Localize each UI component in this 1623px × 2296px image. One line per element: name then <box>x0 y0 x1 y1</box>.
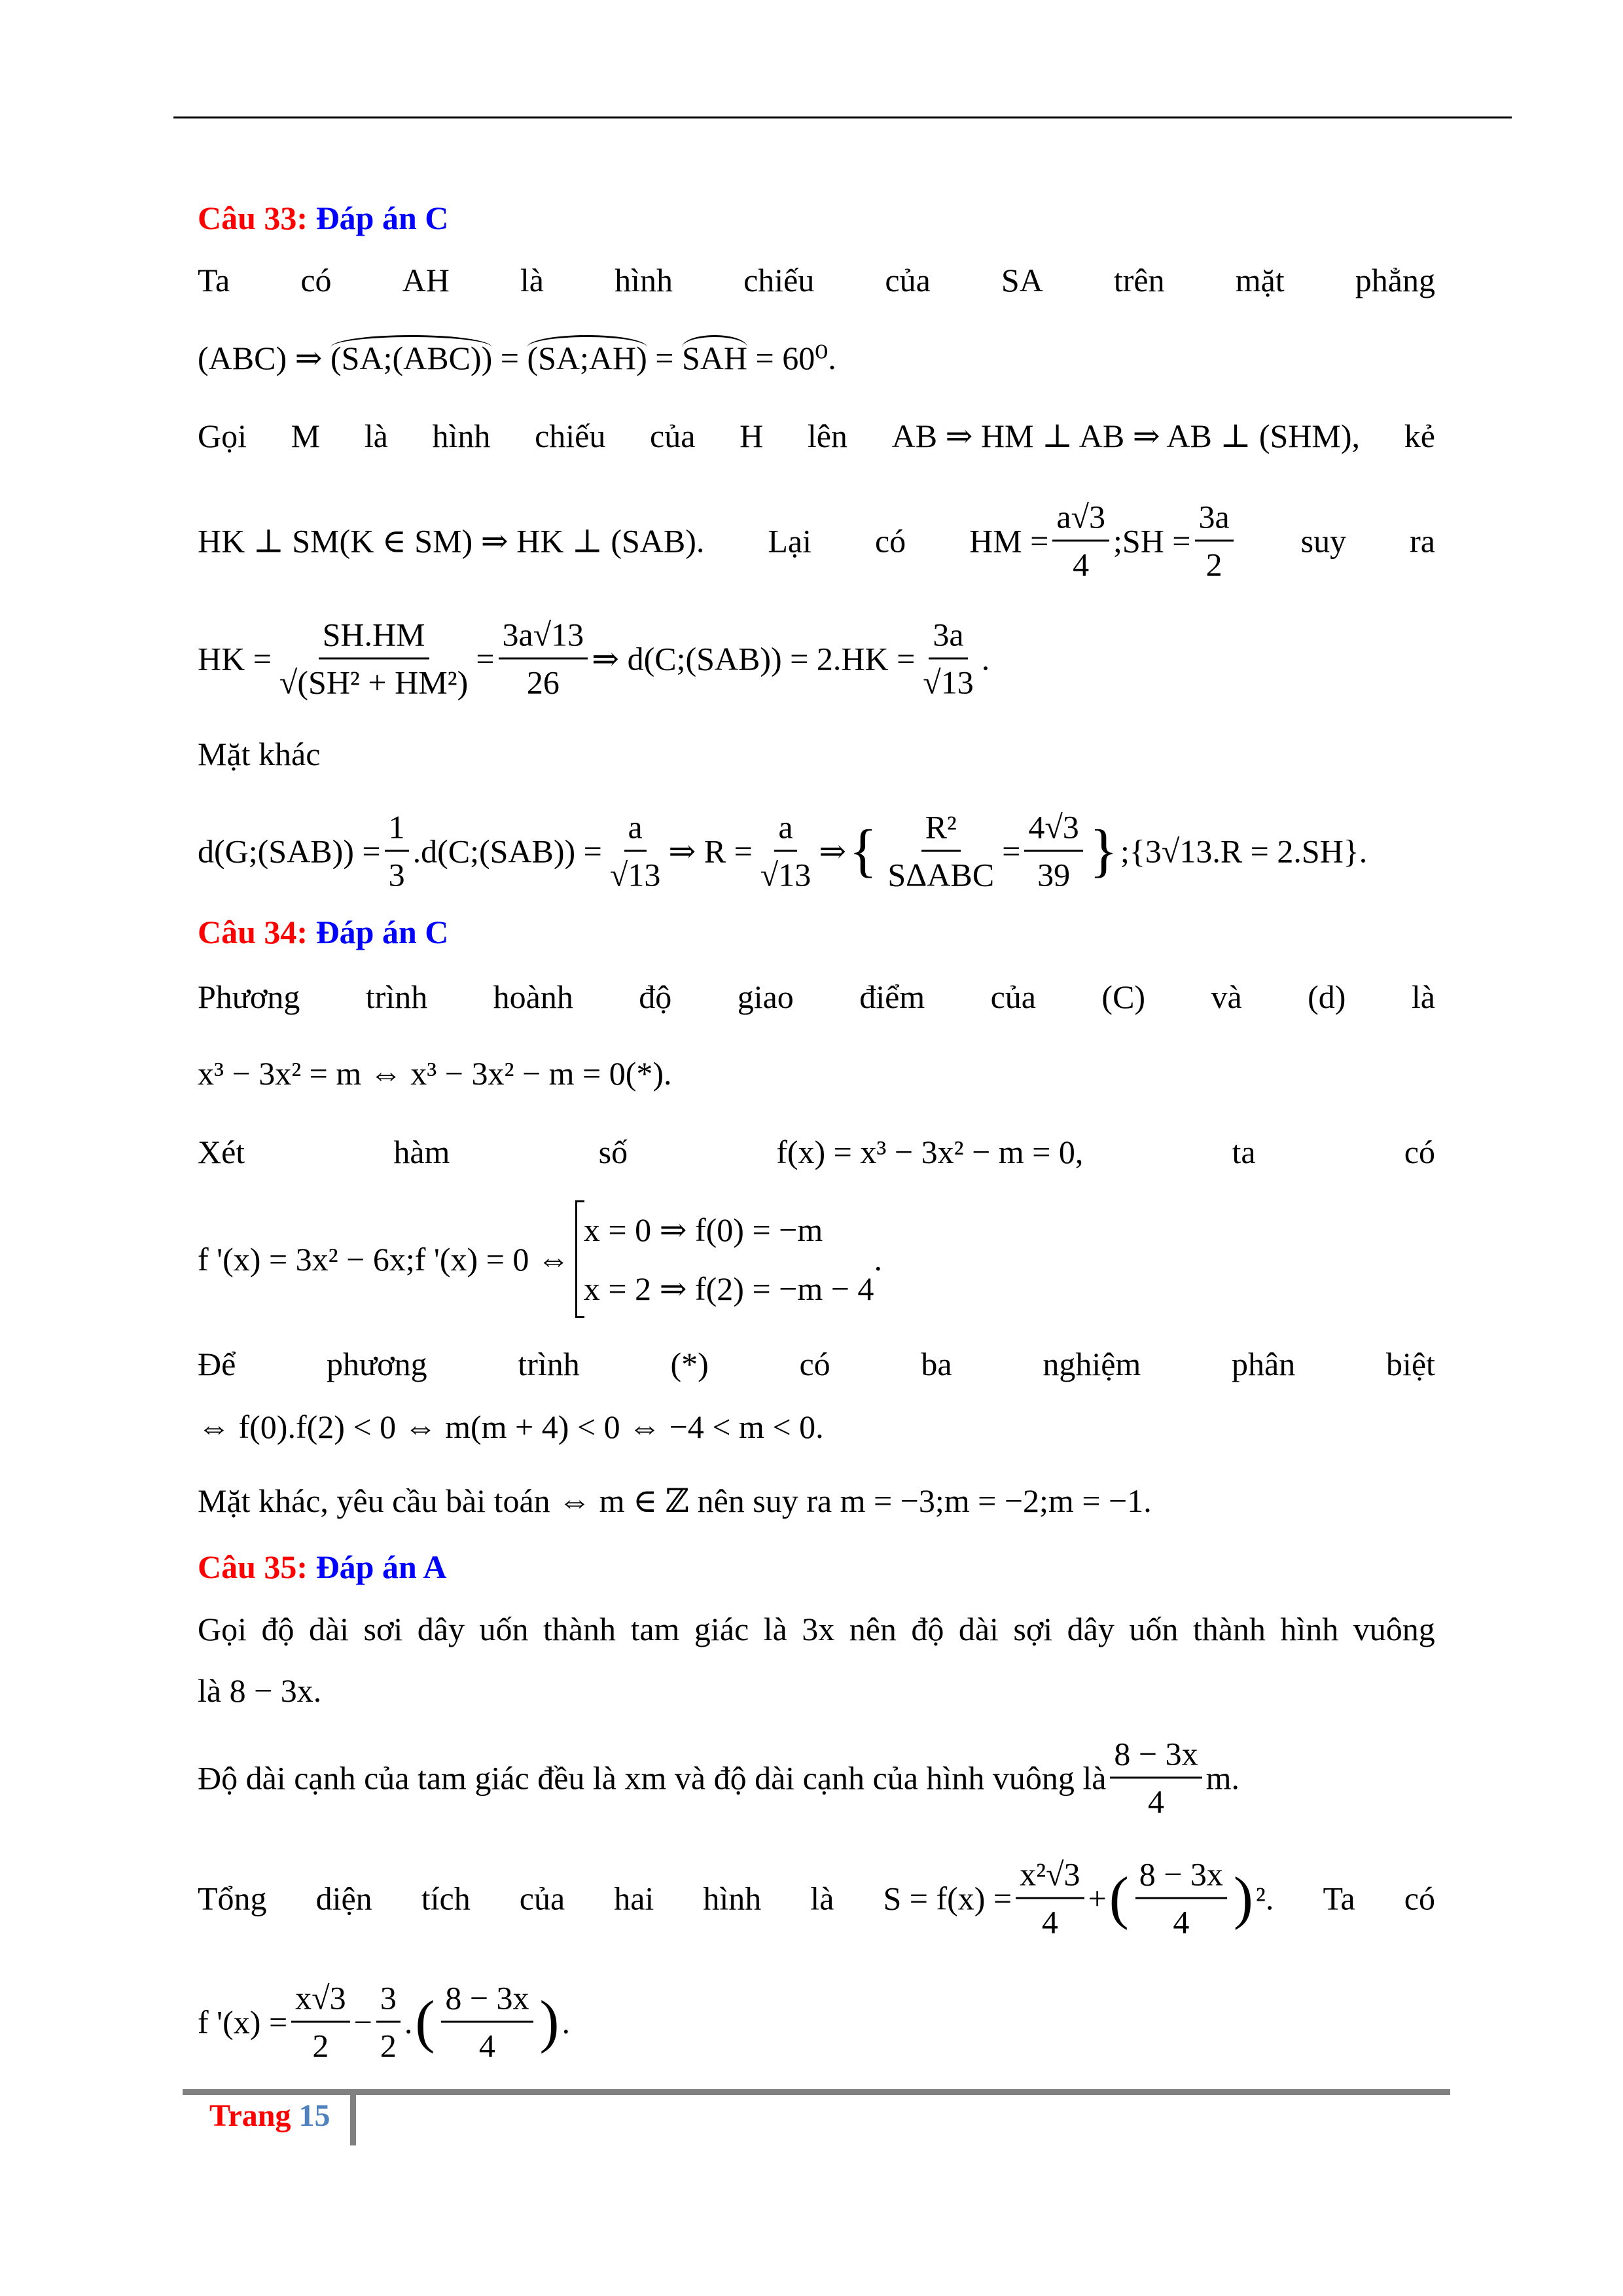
word: SA <box>1001 262 1043 298</box>
fraction: $\frac{a}{√13}$ <box>757 804 815 898</box>
word: nên <box>849 1611 897 1647</box>
word: độ <box>261 1611 294 1647</box>
word: ta <box>1232 1134 1256 1170</box>
q33-line7: d(G;(SAB)) = $\frac{1}{3}$ .d(C;(SAB)) = $\frac{a}{√13}$ ⇒ R = $\frac{a}{√13}$ ⇒ { $\frac{\text{R²}}{\text{SΔABC}}$ = $\frac{4√3}{39}$ } ;{3√13.R = 2.SH}. <box>198 804 1435 898</box>
word: dài <box>308 1611 349 1647</box>
word: dài <box>958 1611 999 1647</box>
word: giác <box>694 1611 749 1647</box>
word: sợi <box>1013 1611 1053 1647</box>
word: phân <box>1232 1346 1296 1382</box>
q34-line6: ⇔ f(0).f(2) < 0 ⇔ m(m + 4) < 0 ⇔ −4 < m < 0. <box>198 1408 824 1445</box>
q34-line4: f '(x) = 3x² − 6x;f '(x) = 0 ⇔ x = 0 ⇒ f(0) = −m x = 2 ⇒ f(2) = −m − 4 . <box>198 1200 1435 1318</box>
fraction: $\frac{3}{2}$ <box>376 1975 401 2069</box>
word: hàm <box>393 1134 450 1170</box>
q34-heading: Câu 34: Đáp án C <box>198 914 449 950</box>
word: (*) <box>670 1346 709 1382</box>
word: Xét <box>198 1134 245 1170</box>
word: là <box>763 1611 787 1647</box>
fraction: $\frac{4√3}{39}$ <box>1024 804 1082 898</box>
word: kẻ <box>1404 418 1435 454</box>
q35-line4: Tổng diện tích của hai hình là S = f(x) = $\frac{\text{x²√3}}{4}$ + ( $\frac{8 - 3x}{4}$ ) ². Ta có <box>198 1852 1435 1945</box>
word: uốn <box>479 1611 529 1647</box>
word: trên <box>1113 262 1165 298</box>
fraction: $\frac{8 - 3x}{4}$ <box>441 1975 533 2069</box>
q34-line2: x³ − 3x² = m ⇔ x³ − 3x² − m = 0(*). <box>198 1055 672 1092</box>
word: biệt <box>1385 1346 1435 1382</box>
word: nghiệm <box>1043 1346 1141 1382</box>
word: (d) <box>1308 978 1346 1015</box>
q35-line2: là 8 − 3x. <box>198 1672 322 1709</box>
word: phẳng <box>1355 262 1435 298</box>
word: có <box>1404 1134 1435 1170</box>
word: và <box>1211 978 1242 1015</box>
q33-heading: Câu 33: Đáp án C <box>198 200 449 236</box>
word: hình <box>1280 1611 1339 1647</box>
word: là <box>1411 978 1435 1015</box>
fraction: $\frac{3a√13}{26}$ <box>499 612 588 706</box>
header-rule <box>173 117 1512 118</box>
word: Gọi <box>198 1611 247 1647</box>
q33-line5: HK = $\frac{SH.HM}{\text{√(SH² + HM²)}}$ = $\frac{3a√13}{26}$ ⇒ d(C;(SAB)) = 2.HK = $\frac{3a}{√13}$ . <box>198 612 1435 706</box>
word: trình <box>365 978 428 1015</box>
word: dây <box>417 1611 465 1647</box>
word: phương <box>327 1346 427 1382</box>
footer-rule <box>183 2089 1450 2095</box>
word: lên <box>807 418 847 454</box>
word: là <box>364 418 388 454</box>
q33-line1 <box>198 260 1435 300</box>
footer-divider <box>350 2089 356 2145</box>
page-number: Trang 15 <box>209 2098 330 2133</box>
q33-line4: HK ⊥ SM(K ∈ SM) ⇒ HK ⊥ (SAB). Lại có HM = $\frac{a√3}{4}$ ;SH = $\frac{3a}{2}$ suy ra <box>198 494 1435 588</box>
q35-line3: Độ dài cạnh của tam giác đều là xm và độ dài cạnh của hình vuông là $\frac{8 - 3x}{4}$ m. <box>198 1731 1435 1825</box>
word: của <box>990 978 1036 1015</box>
word: hình <box>615 262 673 298</box>
cases-bracket: x = 0 ⇒ f(0) = −m x = 2 ⇒ f(2) = −m − 4 <box>575 1200 874 1318</box>
word: Ta <box>198 262 230 298</box>
fraction: $\frac{x√3}{2}$ <box>291 1975 349 2069</box>
word: Để <box>198 1346 236 1382</box>
word: AH <box>402 262 450 298</box>
word: sơi <box>363 1611 403 1647</box>
word: của <box>885 262 931 298</box>
fraction: $\frac{3a}{2}$ <box>1195 494 1234 588</box>
q34-line3 <box>198 1132 1435 1172</box>
q35-heading: Câu 35: Đáp án A <box>198 1549 447 1585</box>
word: dây <box>1067 1611 1115 1647</box>
word: thành <box>543 1611 616 1647</box>
word: Gọi <box>198 418 247 454</box>
fraction: $\frac{\text{R²}}{\text{SΔABC}}$ <box>883 804 998 898</box>
word: AB ⇒ HM ⊥ AB ⇒ AB ⊥ (SHM), <box>891 418 1361 454</box>
fraction: $\frac{8 - 3x}{4}$ <box>1135 1852 1227 1945</box>
word: độ <box>911 1611 944 1647</box>
word: điểm <box>859 978 925 1015</box>
fraction: $\frac{SH.HM}{\text{√(SH² + HM²)}}$ <box>276 612 472 706</box>
word: tam <box>630 1611 680 1647</box>
word: f(x) = x³ − 3x² − m = 0, <box>776 1134 1084 1170</box>
fraction: $\frac{a}{√13}$ <box>606 804 664 898</box>
q34-line7: Mặt khác, yêu cầu bài toán ⇔ m ∈ ℤ nên suy ra m = −3;m = −2;m = −1. <box>198 1482 1152 1519</box>
word: M <box>291 418 321 454</box>
word: trình <box>518 1346 580 1382</box>
fraction: $\frac{3a}{√13}$ <box>919 612 977 706</box>
word: mặt <box>1235 262 1285 298</box>
word: độ <box>639 978 672 1015</box>
q34-line1 <box>198 977 1435 1016</box>
word: giao <box>737 978 794 1015</box>
q33-line3 <box>198 416 1435 456</box>
word: số <box>598 1134 628 1170</box>
fraction: $\frac{8 - 3x}{4}$ <box>1110 1731 1202 1825</box>
word: chiếu <box>535 418 606 454</box>
q34-line5 <box>198 1344 1435 1384</box>
q33-line2: (ABC) ⇒ (SA;(ABC)) = (SA;AH) = SAH = 60⁰. <box>198 338 1435 378</box>
word: hoành <box>493 978 573 1015</box>
word: (C) <box>1101 978 1146 1015</box>
word: có <box>300 262 332 298</box>
word: thành <box>1192 1611 1266 1647</box>
word: chiếu <box>743 262 815 298</box>
q35-line5: f '(x) = $\frac{x√3}{2}$ − $\frac{3}{2}$ . ( $\frac{8 - 3x}{4}$ ) . <box>198 1975 1435 2069</box>
word: là <box>520 262 544 298</box>
word: có <box>799 1346 830 1382</box>
word: uốn <box>1129 1611 1179 1647</box>
q33-line6: Mặt khác <box>198 736 321 772</box>
fraction: $\frac{a√3}{4}$ <box>1052 494 1109 588</box>
word: Phương <box>198 978 300 1015</box>
word: của <box>650 418 696 454</box>
word: hình <box>432 418 491 454</box>
word: vuông <box>1353 1611 1435 1647</box>
fraction: $\frac{\text{x²√3}}{4}$ <box>1016 1852 1084 1945</box>
q35-line1 <box>198 1609 1435 1649</box>
word: 3x <box>802 1611 835 1647</box>
fraction: $\frac{1}{3}$ <box>385 804 409 898</box>
word: ba <box>921 1346 952 1382</box>
word: H <box>740 418 764 454</box>
